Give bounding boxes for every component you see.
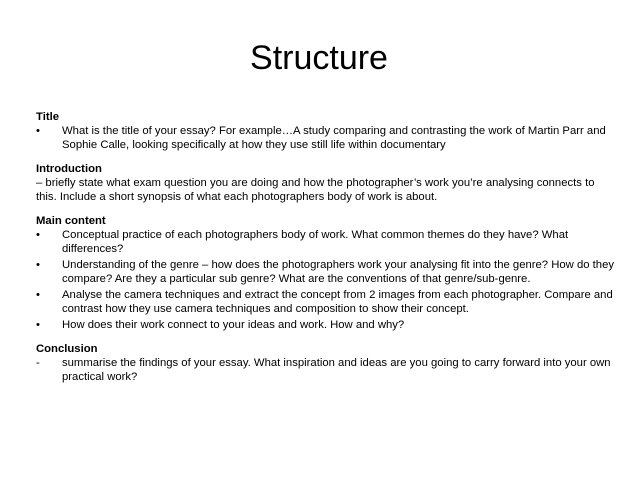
list-item [36,356,616,384]
section-heading: Conclusion [36,343,98,355]
bullet-marker: • [36,259,40,271]
list-item [36,258,616,286]
section-heading: Introduction [36,163,102,175]
bullet-marker: • [36,289,40,301]
list-item [36,124,616,152]
list-item [36,228,616,256]
slide-title: Structure [250,39,388,77]
list-item-text: Analyse the camera techniques and extract the concept from 2 images from each photographer. Compare and contrast how they use camera techniques and composition to show their concept. [62,289,613,315]
bullet-list [36,124,616,152]
bullet-list [36,228,616,332]
section-introduction [36,162,616,204]
section-text: – briefly state what exam question you are doing and how the photographer’s work you’re analysing connects to this. Include a short synopsis of what each photographers body of work is about. [36,177,595,203]
section-conclusion [36,342,616,384]
section-heading: Title [36,111,60,123]
dash-marker: - [36,357,40,369]
list-item-text: How does their work connect to your ideas and work. How and why? [62,319,405,331]
list-item [36,288,616,316]
slide-body [36,110,616,394]
list-item-text: What is the title of your essay? For example…A study comparing and contrasting the work of Martin Parr and Sophie Calle, looking specifically at how they use still life within documentary [62,125,606,151]
bullet-marker: • [36,125,40,137]
section-main-content [36,214,616,332]
section-heading: Main content [36,215,106,227]
bullet-marker: • [36,229,40,241]
list-item [36,318,616,332]
list-item-text: summarise the findings of your essay. What inspiration and ideas are you going to carry forward into your own practical work? [62,357,611,383]
section-title [36,110,616,152]
list-item-text: Conceptual practice of each photographers body of work. What common themes do they have? What differences? [62,229,569,255]
list-item-text: Understanding of the genre – how does the photographers work your analysing fit into the genre? How do they compare? Are they a particular sub genre? What are the conventions of that genre/sub-genre. [62,259,615,285]
dash-list [36,356,616,384]
bullet-marker: • [36,319,40,331]
